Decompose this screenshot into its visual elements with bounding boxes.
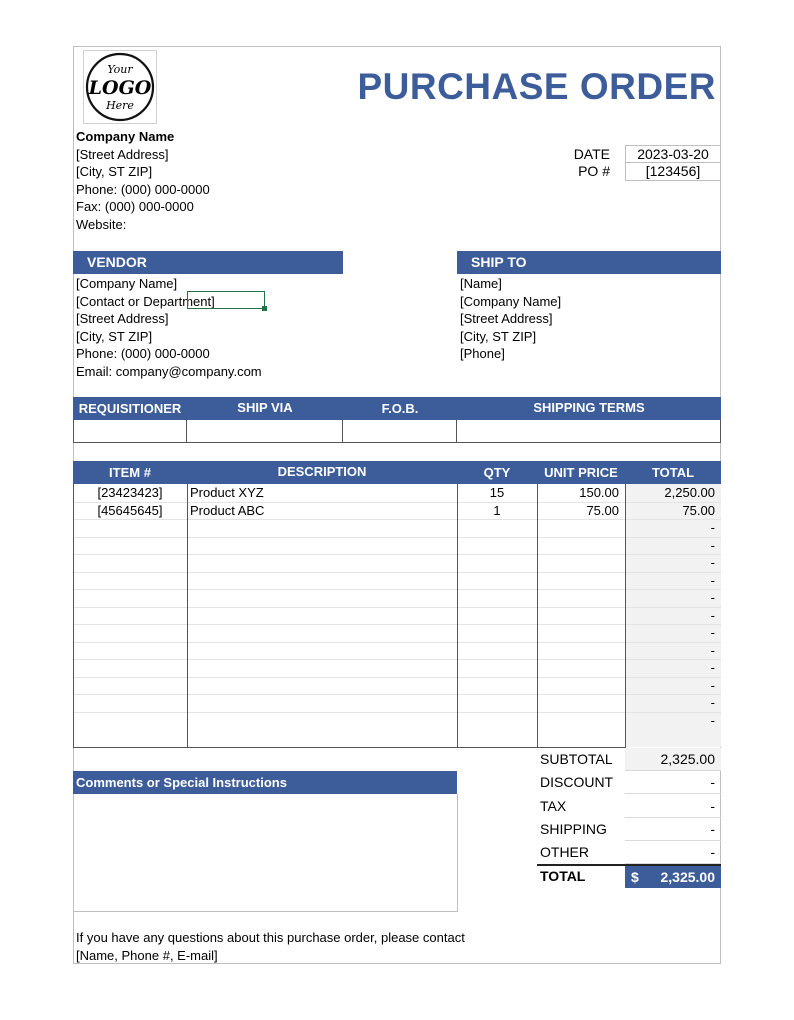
line-total-cell: - xyxy=(710,572,715,588)
grand-total-label: TOTAL xyxy=(540,868,586,884)
item-number-cell[interactable] xyxy=(73,573,187,590)
qty-cell[interactable] xyxy=(457,608,537,625)
vendor-line: [Street Address] xyxy=(76,311,169,326)
item-number-cell[interactable] xyxy=(73,520,187,537)
unit-price-cell[interactable] xyxy=(537,590,625,607)
date-label: DATE xyxy=(573,146,610,162)
qty-cell[interactable]: 1 xyxy=(493,502,501,518)
ship-to-line: [Name] xyxy=(460,276,502,291)
logo xyxy=(83,50,157,124)
col-divider xyxy=(625,484,626,747)
ship-to-line: [Company Name] xyxy=(460,293,562,309)
line-total-cell: - xyxy=(710,555,715,570)
ship-via-header: SHIP VIA xyxy=(237,400,293,415)
qty-cell[interactable] xyxy=(457,678,537,695)
description-header: DESCRIPTION xyxy=(277,464,367,479)
vendor-line: [Contact or Department] xyxy=(76,293,215,309)
item-number-cell[interactable]: [45645645] xyxy=(97,502,163,518)
qty-cell[interactable] xyxy=(457,660,537,677)
selected-cell[interactable] xyxy=(187,291,265,309)
vendor-line: Email: company@company.com xyxy=(76,363,262,379)
other-value[interactable]: - xyxy=(625,841,721,864)
logo-circle-icon xyxy=(84,51,156,123)
date-field[interactable]: 2023-03-20 xyxy=(625,145,721,163)
row-divider xyxy=(73,677,721,678)
line-total-cell: - xyxy=(710,607,715,623)
unit-price-cell[interactable] xyxy=(537,643,625,660)
item-number-cell[interactable] xyxy=(73,713,187,730)
unit-price-cell[interactable] xyxy=(537,538,625,555)
line-total-cell: - xyxy=(710,625,715,640)
line-total-cell: - xyxy=(710,712,715,728)
company-street: [Street Address] xyxy=(76,147,169,162)
line-total-cell: - xyxy=(710,660,715,675)
qty-cell[interactable] xyxy=(457,625,537,642)
logo-text-main: LOGO xyxy=(88,77,152,99)
qty-cell[interactable] xyxy=(457,695,537,712)
line-total-cell: 2,250.00 xyxy=(664,485,715,500)
description-cell[interactable]: Product ABC xyxy=(190,502,265,518)
fob-field[interactable] xyxy=(343,420,457,442)
vendor-line: [City, ST ZIP] xyxy=(76,328,153,344)
row-divider xyxy=(73,607,721,608)
ship-to-header: SHIP TO xyxy=(457,251,721,274)
company-fax: Fax: (000) 000-0000 xyxy=(76,199,194,214)
ship-via-field[interactable] xyxy=(187,420,343,442)
unit-price-cell[interactable] xyxy=(537,555,625,572)
company-name: Company Name xyxy=(76,129,175,144)
company-city: [City, ST ZIP] xyxy=(76,164,153,179)
row-divider xyxy=(73,589,721,590)
comments-header: Comments or Special Instructions xyxy=(73,771,457,794)
discount-value[interactable]: - xyxy=(625,771,721,794)
requisitioner-header: REQUISITIONER xyxy=(78,401,182,416)
ship-to-line: [Phone] xyxy=(460,346,505,361)
subtotal-label: SUBTOTAL xyxy=(540,751,613,767)
description-cell[interactable] xyxy=(190,695,457,712)
qty-cell[interactable] xyxy=(457,573,537,590)
col-divider xyxy=(73,484,74,747)
company-website: Website: xyxy=(76,217,127,232)
line-total-cell: - xyxy=(710,695,715,710)
line-total-cell: - xyxy=(710,677,715,693)
qty-cell[interactable]: 15 xyxy=(489,485,505,500)
item-number-cell[interactable] xyxy=(73,643,187,660)
grand-total-box xyxy=(625,866,721,888)
col-divider xyxy=(537,484,538,747)
item-number-cell[interactable] xyxy=(73,538,187,555)
document-title: PURCHASE ORDER xyxy=(357,66,716,107)
row-divider xyxy=(73,642,721,643)
description-cell[interactable] xyxy=(190,590,457,607)
vendor-line: Phone: (000) 000-0000 xyxy=(76,346,210,361)
item-number-cell[interactable]: [23423423] xyxy=(97,485,163,500)
row-divider xyxy=(73,694,721,695)
line-total-cell: 75.00 xyxy=(682,502,715,518)
qty-cell[interactable] xyxy=(457,713,537,730)
requisitioner-field[interactable] xyxy=(73,420,187,442)
row-divider xyxy=(73,502,721,503)
unit-price-cell[interactable] xyxy=(537,520,625,537)
unit-price-cell[interactable]: 150.00 xyxy=(579,485,619,500)
ship-to-line: [Street Address] xyxy=(460,311,553,326)
unit-price-header: UNIT PRICE xyxy=(544,465,618,480)
row-divider xyxy=(73,712,721,713)
line-total-cell: - xyxy=(710,590,715,605)
description-cell[interactable] xyxy=(190,538,457,555)
row-divider xyxy=(73,624,721,625)
tax-label: TAX xyxy=(540,798,567,814)
unit-price-cell[interactable]: 75.00 xyxy=(586,502,619,518)
line-total-cell: - xyxy=(710,520,715,535)
qty-header: QTY xyxy=(483,465,511,480)
qty-cell[interactable] xyxy=(457,538,537,555)
description-cell[interactable] xyxy=(190,608,457,625)
item-number-cell[interactable] xyxy=(73,555,187,572)
description-cell[interactable] xyxy=(190,643,457,660)
unit-price-cell[interactable] xyxy=(537,660,625,677)
item-number-cell[interactable] xyxy=(73,695,187,712)
logo-text-top: Your xyxy=(107,63,133,76)
line-total-cell: - xyxy=(710,642,715,658)
item-number-cell[interactable] xyxy=(73,625,187,642)
currency-symbol: $ xyxy=(631,869,639,885)
shipping-label: SHIPPING xyxy=(540,821,607,837)
item-number-cell[interactable] xyxy=(73,590,187,607)
unit-price-cell[interactable] xyxy=(537,573,625,590)
unit-price-cell[interactable] xyxy=(537,625,625,642)
unit-price-cell[interactable] xyxy=(537,678,625,695)
shipping-terms-field[interactable] xyxy=(457,420,721,442)
footer-contact-details: [Name, Phone #, E-mail] xyxy=(76,948,218,963)
col-divider xyxy=(457,484,458,747)
unit-price-cell[interactable] xyxy=(537,695,625,712)
row-divider xyxy=(73,537,721,538)
item-number-cell[interactable] xyxy=(73,608,187,625)
description-cell[interactable] xyxy=(190,573,457,590)
item-number-cell[interactable] xyxy=(73,678,187,695)
description-cell[interactable] xyxy=(190,678,457,695)
ship-to-line: [City, ST ZIP] xyxy=(460,328,537,344)
qty-cell[interactable] xyxy=(457,520,537,537)
item-number-cell[interactable] xyxy=(73,660,187,677)
qty-cell[interactable] xyxy=(457,555,537,572)
comments-field[interactable] xyxy=(73,794,458,912)
total-header: TOTAL xyxy=(651,465,695,480)
fill-handle[interactable] xyxy=(262,306,267,311)
row-divider xyxy=(73,519,721,520)
po-label: PO # xyxy=(578,163,610,179)
row-divider xyxy=(73,572,721,573)
other-label: OTHER xyxy=(540,844,589,860)
discount-label: DISCOUNT xyxy=(540,774,614,790)
unit-price-cell[interactable] xyxy=(537,608,625,625)
line-total-cell: - xyxy=(710,537,715,553)
col-divider xyxy=(187,484,188,747)
row-divider xyxy=(73,659,721,660)
shipping-value[interactable]: - xyxy=(625,818,721,841)
qty-cell[interactable] xyxy=(457,590,537,607)
logo-text-bottom: Here xyxy=(106,99,134,112)
footer-contact-line: If you have any questions about this purchase order, please contact xyxy=(76,930,465,945)
po-field[interactable]: [123456] xyxy=(625,163,721,181)
subtotal-value: 2,325.00 xyxy=(625,748,721,771)
description-cell[interactable] xyxy=(190,660,457,677)
vendor-line: [Company Name] xyxy=(76,276,178,291)
vendor-header: VENDOR xyxy=(73,251,343,274)
tax-value[interactable]: - xyxy=(625,795,721,818)
description-cell[interactable] xyxy=(190,625,457,642)
grand-total-value: 2,325.00 xyxy=(660,869,715,885)
row-divider xyxy=(73,554,721,555)
description-cell[interactable] xyxy=(190,555,457,572)
description-cell[interactable] xyxy=(190,520,457,537)
shipping-terms-header: SHIPPING TERMS xyxy=(533,400,645,415)
description-cell[interactable]: Product XYZ xyxy=(190,485,264,500)
qty-cell[interactable] xyxy=(457,643,537,660)
description-cell[interactable] xyxy=(190,713,457,730)
company-phone: Phone: (000) 000-0000 xyxy=(76,182,210,197)
item-number-header: ITEM # xyxy=(109,465,151,480)
unit-price-cell[interactable] xyxy=(537,713,625,730)
fob-header: F.O.B. xyxy=(381,401,419,416)
